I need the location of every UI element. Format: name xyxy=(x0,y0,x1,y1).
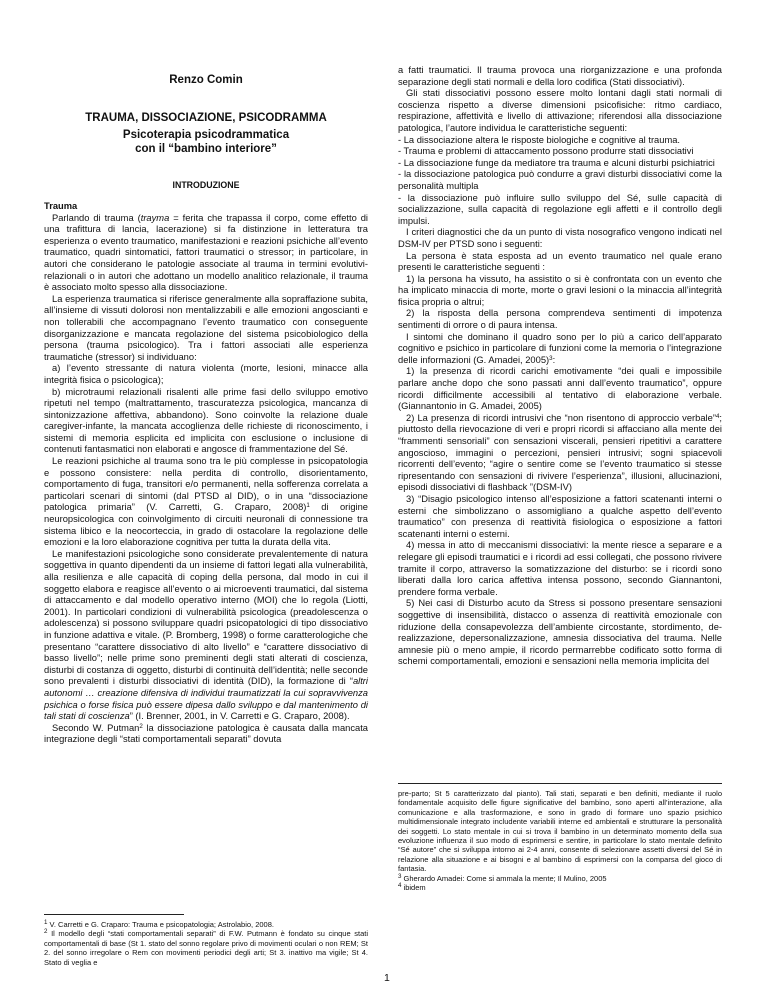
list-item: a) l’evento stressante di natura violenta (morte, lesioni, minacce alla integrità fisica o psicologica); xyxy=(44,363,368,385)
paragraph: I criteri diagnostici che da un punto di vista nosografico vengono indicati nel DSM-IV per PTSD sono i seguenti: xyxy=(398,227,722,249)
footnote-separator xyxy=(398,783,722,784)
paragraph: Le reazioni psichiche al trauma sono tra le più complesse in psicopatologia e possono consistere: nella perdita di controllo, disorientamento, comportamento di fuga, transitori e/o permanenti, nella sofferenza correlata a particolari scenari di sintomi (dal PTSD al DID), o in una “dissociazione patologica primaria” (V. Carretti, G. Craparo, 2008)$^1$ di origine neuropsicologica con coinvolgimento di circuiti neuronali di connessione tra sistema libico e la neocorteccia, in grado di ostacolare la regolazione delle emozioni e la loro elaborazione cognitiva per tutta la durata della vita. xyxy=(44,456,368,548)
list-item: 1) la presenza di ricordi carichi emotivamente “dei quali e impossibile parlare anche dopo che sono passati anni dall’evento traumatico”, oppure ricordi difficilmente accessibili al tentativo di elaborazione verbale. (Giannantonio in G. Amadei, 2005) xyxy=(398,366,722,412)
list-item: - La dissociazione altera le risposte biologiche e cognitive al trauma. xyxy=(398,134,681,145)
right-column xyxy=(398,65,722,668)
article-subtitle-line1: Psicoterapia psicodrammatica xyxy=(122,129,290,141)
footnote-ref[interactable]: 3 xyxy=(549,354,553,362)
list-item: - La dissociazione funge da mediatore tra trauma e alcuni disturbi psichiatrici xyxy=(398,157,715,168)
list-item: 2) La presenza di ricordi intrusivi che “non risentono di approccio verbale”$^4$; piuttosto della rievocazione di veri e propri ricordi si affacciano alla mente dei “frammenti sensoriali” con sensazioni viscerali, pensieri ripetitivi a carattere angoscioso, immagini o percezioni, pensieri intrusivi; sogni spiacevoli ricorrenti dell’evento; “agire o sentire come se l’evento traumatico si stesse ripresentando con sensazioni di rivivere l’esperienza”, illusioni, allucinazioni, episodi dissociativi di flashback ”(DSM-IV) xyxy=(398,412,722,493)
footnote-3: $^3$ Gherardo Amadei: Come si ammala la mente; Il Mulino, 2005 xyxy=(398,872,607,883)
paragraph: Gli stati dissociativi possono essere molto lontani dagli stati normali di coscienza rispetto a diverse dimensioni psicofisiche: ritmo cardiaco, respirazione, affettività e livello di attivazione; riferendosi alla dissociazione patologica, l’autore individua le caratteristiche seguenti: xyxy=(398,88,722,133)
footnote-ref[interactable]: 1 xyxy=(306,502,310,510)
footnote-2: $^2$ Il modello degli “stati comportamentali separati” di F.W. Putmann è fondato su cinque stati comportamentali di base (St 1. stato del sonno regolare privo di movimenti oculari o non REM; St 2. del sonno irregolare o Rem con movimenti periodici degli arti; St 3. inattivo ma vigile; St 4. Stato di veglia e xyxy=(44,928,368,967)
footnote-1: $^1$ V. Carretti e G. Craparo: Trauma e psicopatologia; Astrolabio, 2008. xyxy=(44,919,274,929)
article-subtitle-line2: con il “bambino interiore” xyxy=(135,143,277,155)
list-item: - la dissociazione può influire sullo sviluppo del Sé, sulle capacità di socializzazione, sulla capacità di regolazione egli affetti e il controllo degli impulsi. xyxy=(398,192,722,226)
paragraph: La esperienza traumatica si riferisce generalmente alla sopraffazione subita, all’insieme di vissuti dolorosi non mentalizzabili e alle emozioni angoscianti e non tollerabili che accompagnano l’evento traumatico con conseguente disorganizzazione e mancata regolazione del sistema psicobiologico della persona (trauma psicologico). Tra i fattori associati alle esperienza traumatiche (stressor) si individuano: xyxy=(44,293,368,362)
list-item: - Trauma e problemi di attaccamento possono produrre stati dissociativi xyxy=(398,146,694,157)
paragraph: Secondo W. Putman$^2$ la dissociazione patologica è causata dalla mancata integrazione degli “stati comportamentali separati” dovuta xyxy=(44,722,368,745)
left-column xyxy=(44,0,368,746)
right-footnotes xyxy=(398,789,722,892)
list-item: 3) “Disagio psicologico intenso all’esposizione a fattori scatenanti interni o esterni che simbolizzano o assomigliano a qualche aspetto dell’evento traumatico” con presenza di reattività fisiologica o esposizione a fattori scatenanti interni o esterni. xyxy=(398,493,722,539)
list-item: 2) la risposta della persona comprendeva sentimenti di impotenza sentimenti di orrore o di paura intensa. xyxy=(398,308,722,331)
list-item: 4) messa in atto di meccanismi dissociativi: la mente riesce a separare e a relegare gli episodi traumatici e i ricordi ad essi collegati, che possono rivivere tramite il corpo, attraverso la somatizzazione del disturbo: se i ricordi sono liberati dalla loro carica affettiva intensa possono, secondo Giannantoni, prendere forma verbale. xyxy=(398,540,722,597)
left-footnotes xyxy=(44,920,368,967)
paragraph: Le manifestazioni psicologiche sono considerate prevalentemente di natura soggettiva in quanto dipendenti da un insieme di fattori legati alla vulnerabilità, alla resilienza e alle capacità di coping della persona, dal modo in cui il soggetto elabora e reagisce all’evento o ai microeventi traumatici, dal sistema di attaccamento e dal modello operativo interno (MOI) che lo regola (Liotti, 2001). In particolari condizioni di vulnerabilità psicologica (preadolescenza o adolescenza) si possono sviluppare quadri psicopatologici di tipo dissociativo in funzione adattiva e vitale. (P. Bromberg, 1998) o forme caratterologiche che presentano “carattere dissociativo di alto livello” e “carattere dissociativo di basso livello”; nelle prime sono preminenti degli stati alterati di coscienza, disturbi di costanza di oggetto, disturbi di continuità dell’identità; nelle seconde sono prevalenti i disturbi dissociativi di identità (DID), la formazione di “altri autonomi … creazione difensiva di individui traumatizzati la cui sopravvivenza psichica o forse fisica può essere dipesa dallo sviluppo e dal mantenimento di tali stati di coscienza” (I. Brenner, 2001, in V. Carretti e G. Craparo, 2008). xyxy=(44,548,368,722)
footnote-ref[interactable]: 2 xyxy=(139,722,143,730)
author-name: Renzo Comin xyxy=(169,74,243,86)
article-title: TRAUMA, DISSOCIAZIONE, PSICODRAMMA xyxy=(85,112,327,124)
footnote-2-continued: pre-parto; St 5 caratterizzato dal pianto). Tali stati, separati e ben definiti, mediante il ruolo fondamentale acquisito delle figure significative del bambino, sono aperti all’interazione, alla comunicazione e alla trasformazione, e sono in grado di formare uno spazio psichico multidimensionale integrato includente variabili interne ed ambientali e strutturare la personalità dei soggetti. Lo stato mentale in cui si trova il bambino in un determinato momento della sua evoluzione influenza il suo modo di esprimersi e sentire, in particolare lo stato mentale definito “Sé autore” che si sviluppa intorno ai 2-4 anni, consente di selezionare assetti diversi del Sé in relazione alla situazione e ai bisogni e al bambino di esprimersi con la comparsa del gioco di fantasia. xyxy=(398,789,722,874)
paragraph: a fatti traumatici. Il trauma provoca una riorganizzazione e una profonda separazione degli stati normali e della loro codifica (Stati dissociativi). xyxy=(398,65,722,87)
list-item: 5) Nei casi di Disturbo acuto da Stress si possono presentare sensazioni soggettive di insensibilità, distacco o assenza di reattività emozionale con riduzione della consapevolezza dell’ambiente circostante, stordimento, de-realizzazione, depersonalizzazione, amnesia dissociativa del trauma. Nelle amnesie più o meno ampie, il ricordo permarrebbe codificato sotto forma di schemi comportamentali, emozioni e sensazioni nella memoria implicita del xyxy=(398,598,722,667)
page-number: 1 xyxy=(384,972,390,984)
paragraph: Parlando di trauma (trayma = ferita che trapassa il corpo, come effetto di una trafittura di lancia, lacerazione) si fa distinzione in letteratura tra esperienza o evento traumatico, manifestazioni e reazioni psichiche all’evento traumatico, quadri sintomatici, fattori traumatici o stressor; in particolare, in autori che considerano le patologie associate al trauma in termini evolutivi- relazionali o in autori che adottano un modello analitico relazionale, il trauma è associato molto spesso alla dissociazione. xyxy=(44,212,368,293)
paragraph: I sintomi che dominano il quadro sono per lo più a carico dell’apparato cognitivo e psichico in particolare di funzioni come la memoria o l’integrazione delle informazioni (G. Amadei, 2005)$^3$: xyxy=(398,331,722,365)
section-heading-introduzione: INTRODUZIONE xyxy=(172,180,240,190)
subheading-trauma: Trauma xyxy=(44,201,78,211)
footnote-4: $^4$ ibidem xyxy=(398,882,426,893)
list-item: 1) la persona ha vissuto, ha assistito o si è confrontata con un evento che ha implicato minaccia di morte, morte o gravi lesioni o la minaccia all’integrità fisica propria o altrui; xyxy=(398,273,722,307)
list-item: - la dissociazione patologica può condurre a gravi disturbi dissociativi come la personalità multipla xyxy=(398,169,722,191)
paragraph: La persona è stata esposta ad un evento traumatico nel quale erano presenti le caratteristiche seguenti : xyxy=(398,250,722,273)
footnote-ref[interactable]: 4 xyxy=(715,412,720,420)
footnote-separator xyxy=(44,914,184,915)
list-item: b) microtraumi relazionali risalenti alle prime fasi dello sviluppo emotivo ripetuti nel tempo (maltrattamento, trascuratezza psicologica, mancanza di sintonizzazione affettiva, abbandono). Sono coinvolte la relazione duale caregiver-infante, la mancata accoglienza delle richieste di riconoscimento, i sistemi di memoria esplicita ed implicita con esclusione o inclusione di contenuti fantasmatici non elaborati e angosce di frammentazione del Sé. xyxy=(44,386,368,455)
